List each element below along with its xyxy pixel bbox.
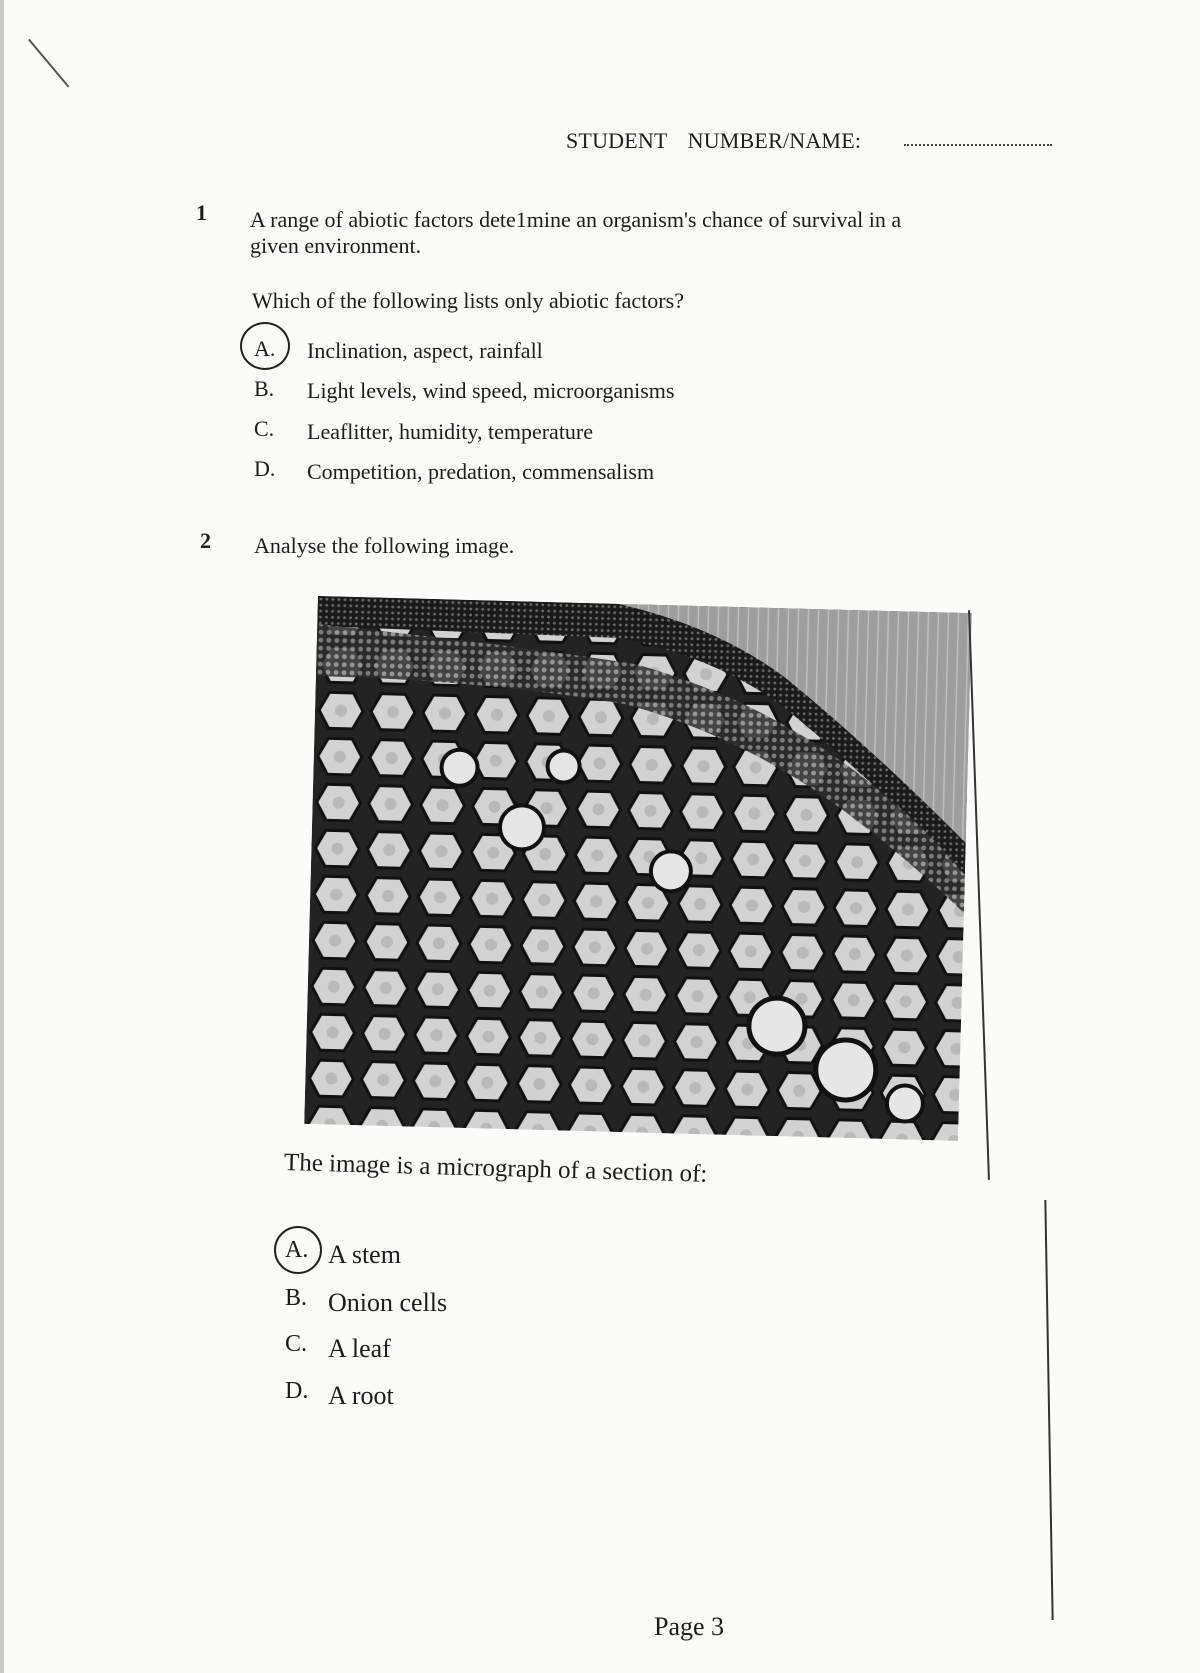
- question-2-number: 2: [200, 528, 211, 553]
- q2-option-a-letter: A.: [285, 1237, 309, 1263]
- header-label: STUDENT: [566, 128, 668, 153]
- question-1-number: 1: [196, 200, 207, 225]
- question-2-prompt: The image is a micrograph of a section of:: [283, 1149, 708, 1188]
- question-1-prompt: Which of the following lists only abiotic factors?: [252, 288, 684, 313]
- q1-option-a-text: Inclination, aspect, rainfall: [307, 338, 543, 363]
- q1-option-b-text: Light levels, wind speed, microorganisms: [307, 378, 675, 403]
- question-1-stem: A range of abiotic factors dete1mine an organism's chance of survival in a given environment.: [250, 207, 902, 258]
- q2-option-d-letter: D.: [285, 1378, 309, 1404]
- q1-option-a-letter: A.: [254, 336, 276, 361]
- frame-line-right-lower: [1044, 1200, 1053, 1620]
- q2-option-c-letter: C.: [285, 1331, 308, 1357]
- student-number-name-field: [566, 128, 861, 154]
- header-label-2: NUMBER/NAME:: [687, 128, 862, 153]
- page-left-edge: [0, 0, 4, 1673]
- q2-option-a-text: A stem: [328, 1240, 401, 1269]
- q2-option-b-letter: B.: [285, 1285, 308, 1311]
- q1-option-c-letter: C.: [254, 416, 275, 441]
- question-2-stem: Analyse the following image.: [254, 533, 515, 558]
- q1-option-d-letter: D.: [254, 456, 276, 481]
- pen-mark: [28, 39, 69, 88]
- q2-option-c-text: A leaf: [328, 1334, 391, 1363]
- stem-cross-section-micrograph: [304, 596, 972, 1141]
- q1-option-b-letter: B.: [254, 376, 275, 401]
- q1-option-c-text: Leaflitter, humidity, temperature: [307, 419, 594, 444]
- page-number: Page 3: [654, 1612, 725, 1641]
- name-blank: [904, 144, 1052, 146]
- frame-line-right: [968, 610, 990, 1180]
- q2-option-d-text: A root: [328, 1381, 394, 1410]
- q2-option-b-text: Onion cells: [328, 1288, 448, 1317]
- q1-option-d-text: Competition, predation, commensalism: [307, 459, 655, 484]
